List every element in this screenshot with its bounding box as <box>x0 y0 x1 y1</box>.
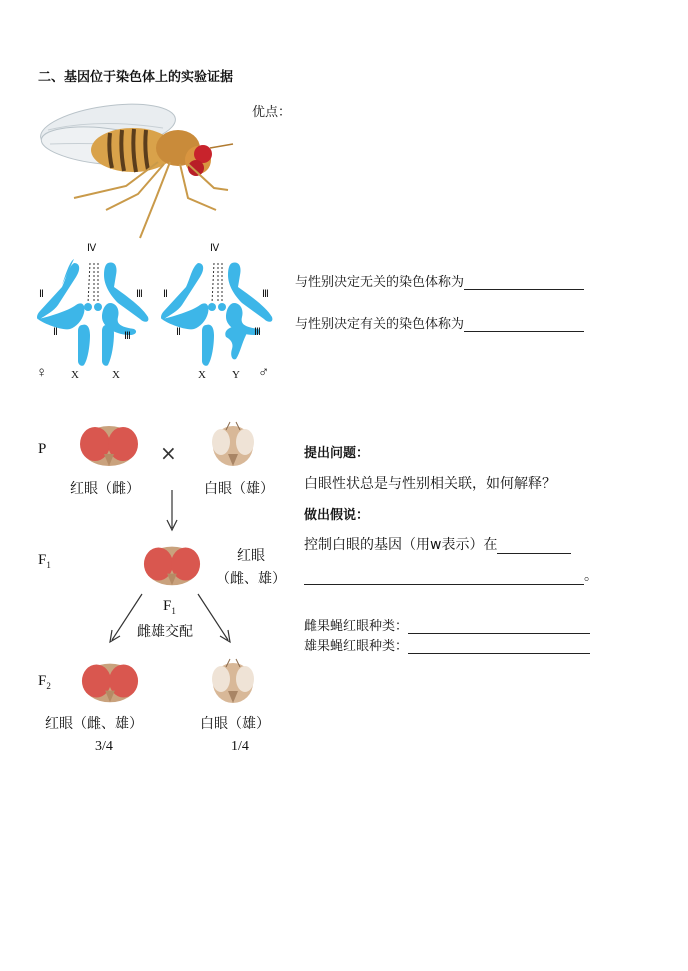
p-male-phenotype: 白眼（雄） <box>204 481 274 497</box>
sex-chromosome-question <box>295 313 584 332</box>
fruit-fly-illustration <box>38 98 243 243</box>
red-eye-fly-head-f2 <box>80 657 140 705</box>
f1-label-letter: F <box>38 552 47 568</box>
f1-phenotype-line1: 红眼 <box>237 548 265 564</box>
female-label-x2: X <box>112 369 120 381</box>
f1-cross-letter: F <box>163 598 172 614</box>
f1-phenotype-line2: （雌、雄） <box>216 571 286 587</box>
male-genotypes-row <box>304 635 590 654</box>
male-label-ii-b: Ⅱ <box>176 327 181 338</box>
white-eye-fly-head-f2 <box>210 657 256 705</box>
f1-generation-label <box>38 552 51 570</box>
red-eye-fly-head-f1 <box>142 540 202 588</box>
f1-cross-sub: 1 <box>171 606 176 616</box>
hypothesis-blank-1[interactable] <box>497 539 571 554</box>
hypothesis-continuation <box>304 565 598 585</box>
female-genotypes-label: 雌果蝇红眼种类： <box>304 619 409 634</box>
male-label-iii-b: Ⅲ <box>254 327 261 338</box>
p-female-phenotype: 红眼（雌） <box>70 481 140 497</box>
f1-cross-text: 雌雄交配 <box>137 624 193 640</box>
question-heading: 提出问题： <box>304 446 370 461</box>
arrow-down-right-icon <box>196 592 232 644</box>
female-label-iv: Ⅳ <box>87 243 97 254</box>
arrow-down-left-icon <box>108 592 144 644</box>
male-label-iv: Ⅳ <box>210 243 220 254</box>
female-genotypes-blank[interactable] <box>408 621 590 634</box>
autosome-question <box>295 271 584 290</box>
male-label-x: X <box>198 369 206 381</box>
male-genotypes-blank[interactable] <box>408 641 590 654</box>
female-label-iii-a: Ⅲ <box>136 289 143 300</box>
f2-white-eye-phenotype: 白眼（雄） <box>200 716 270 732</box>
sex-chromosome-question-text: 与性别决定有关的染色体称为 <box>295 317 465 332</box>
hypothesis-heading: 做出假说： <box>304 508 370 523</box>
female-label-ii-a: Ⅱ <box>39 289 44 300</box>
female-label-ii-b: Ⅱ <box>53 327 58 338</box>
hypothesis-blank-2[interactable] <box>304 570 584 585</box>
f2-red-eye-ratio: 3/4 <box>95 739 113 754</box>
female-label-x1: X <box>71 369 79 381</box>
male-label-iii-a: Ⅲ <box>262 289 269 300</box>
male-chromosome-set <box>160 255 280 370</box>
hypothesis-period: 。 <box>584 568 598 584</box>
advantages-label: 优点： <box>252 105 292 120</box>
f2-label-letter: F <box>38 673 47 689</box>
f1-cross-label <box>163 598 176 616</box>
male-label-y: Y <box>232 369 240 381</box>
section-title: 二、基因位于染色体上的实验证据 <box>38 70 234 85</box>
white-eye-fly-head-p <box>210 420 256 468</box>
male-genotypes-label: 雄果蝇红眼种类： <box>304 639 409 654</box>
red-eye-fly-head-p <box>78 420 140 468</box>
f2-label-sub: 2 <box>46 681 51 691</box>
male-symbol: ♂ <box>258 365 270 381</box>
f2-white-eye-ratio: 1/4 <box>231 739 249 754</box>
autosome-answer-blank[interactable] <box>464 277 584 290</box>
cross-symbol: × <box>160 441 177 465</box>
female-genotypes-row <box>304 615 590 634</box>
f2-generation-label <box>38 673 51 691</box>
hypothesis-prompt: 控制白眼的基因（用w表示）在 <box>304 537 498 553</box>
question-text: 白眼性状总是与性别相关联，如何解释？ <box>304 476 556 492</box>
autosome-question-text: 与性别决定无关的染色体称为 <box>295 275 465 290</box>
hypothesis-text <box>304 534 571 554</box>
male-label-ii-a: Ⅱ <box>163 289 168 300</box>
f2-red-eye-phenotype: 红眼（雌、雄） <box>45 716 143 732</box>
female-label-iii-b: Ⅲ <box>124 331 131 342</box>
female-chromosome-set <box>36 255 156 370</box>
f1-label-sub: 1 <box>46 560 51 570</box>
p-generation-label: P <box>38 441 47 457</box>
sex-chromosome-answer-blank[interactable] <box>464 319 584 332</box>
arrow-down-icon <box>166 490 178 532</box>
female-symbol: ♀ <box>36 365 48 381</box>
